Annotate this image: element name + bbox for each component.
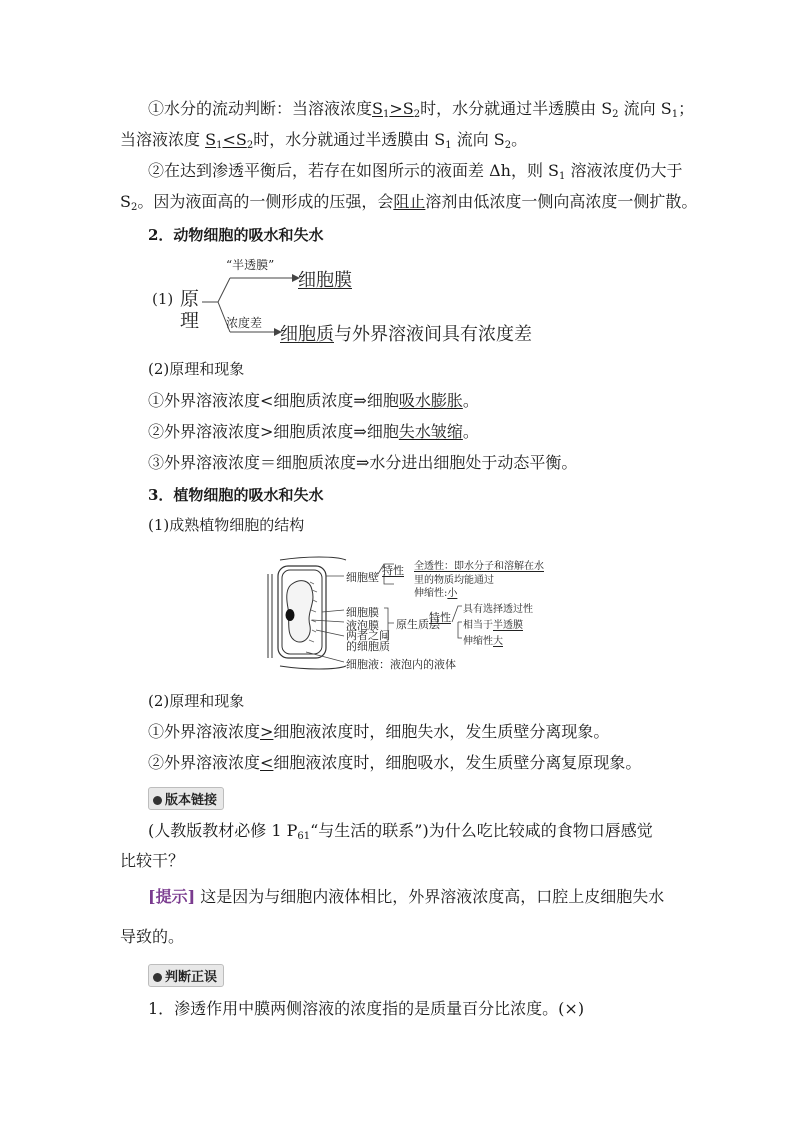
principle-char: 原 — [180, 288, 200, 310]
underlined-answer: $S_1<S_2$ — [205, 130, 254, 151]
label-cell-membrane: 细胞膜 — [346, 606, 379, 619]
para1-line2: 当溶液浓度 $S_1<S_2$时，水分就通过半透膜由 $S_1$ 流向 $S_2$。 — [120, 130, 528, 151]
principle-diagram — [150, 252, 570, 352]
label-cell-wall: 细胞壁 — [346, 571, 379, 584]
selective-permeability: 具有选择透过性 — [463, 604, 533, 615]
label-trait: 特性 — [429, 611, 451, 624]
section-title: 3．植物细胞的吸水和失水 — [148, 486, 324, 504]
plant-cell-diagram — [266, 554, 566, 674]
item-label: (1) — [152, 290, 174, 308]
animal-item-3: ③外界溶液浓度＝细胞质浓度⇒水分进出细胞处于动态平衡。 — [148, 453, 578, 472]
answer-text: 细胞质与外界溶液间具有浓度差 — [280, 324, 532, 345]
animal-item-2: ②外界溶液浓度>细胞质浓度⇒细胞失水皱缩。 — [148, 422, 479, 441]
label-cytoplasm: 两者之间 的细胞质 — [346, 629, 390, 653]
label-trait: 特性 — [382, 564, 404, 577]
hint-label: 浓度差 — [226, 316, 263, 330]
subsection-title: (1)成熟植物细胞的结构 — [148, 516, 305, 534]
plant-item-1: ①外界溶液浓度>细胞液浓度时，细胞失水，发生质壁分离现象。 — [148, 722, 610, 741]
judge-badge: 判断正误 — [148, 964, 224, 987]
underlined-answer: 阻止 — [393, 192, 426, 211]
para2-line2: $S_2$。因为液面高的一侧形成的压强，会阻止溶剂由低浓度一侧向高浓度一侧扩散。 — [120, 192, 698, 213]
badge-dot-icon — [153, 973, 162, 982]
principle-char: 理 — [180, 310, 200, 332]
judge-item-1: 1．渗透作用中膜两侧溶液的浓度指的是质量百分比浓度。(×) — [148, 999, 585, 1018]
label-cell-sap: 细胞液：液泡内的液体 — [346, 658, 456, 671]
question-line1: (人教版教材必修 1 $P_{61}“$与生活的联系”)为什么吃比较咸的食物口唇感觉 — [148, 821, 653, 842]
version-link-badge: 版本链接 — [148, 787, 224, 810]
badge-dot-icon — [153, 796, 162, 805]
hint-line2: 导致的。 — [120, 927, 185, 946]
subsection-title: (2)原理和现象 — [148, 692, 245, 710]
answer-text: 细胞膜 — [298, 270, 352, 291]
para1-line1: ①水分的流动判断：当溶液浓度$S_1>S_2$时，水分就通过半透膜由 $S_2$ 流向 $S_1$； — [148, 99, 695, 120]
label-tonoplast: 液泡膜 — [346, 619, 379, 632]
question-line2: 比较干？ — [120, 851, 185, 870]
animal-item-1: ①外界溶液浓度<细胞质浓度⇒细胞吸水膨胀。 — [148, 391, 479, 410]
text: ①水分的流动判断：当溶液浓度 — [148, 99, 373, 118]
para2-line1: ②在达到渗透平衡后，若存在如图所示的液面差 Δh，则 $S_1$ 溶液浓度仍大于 — [148, 161, 683, 182]
equivalent-semipermeable: 相当于半透膜 — [463, 620, 523, 631]
hint-tag: [提示] — [148, 887, 196, 906]
hint-line1: [提示] 这是因为与细胞内液体相比，外界溶液浓度高，口腔上皮细胞失水 — [148, 887, 665, 906]
stretch-small: 伸缩性:小 — [414, 588, 458, 599]
hint-label: “半透膜” — [226, 258, 275, 272]
subsection-title: (2)原理和现象 — [148, 360, 245, 378]
full-permeability-text: 里的物质均能通过 — [414, 575, 494, 586]
underlined-answer: $S_1>S_2$ — [372, 99, 421, 120]
plant-item-2: ②外界溶液浓度<细胞液浓度时，细胞吸水，发生质壁分离复原现象。 — [148, 753, 642, 772]
label-protoplast: 原生质层 — [396, 618, 440, 631]
full-permeability-text: 全透性：即水分子和溶解在水 — [414, 561, 544, 572]
section-title: 2．动物细胞的吸水和失水 — [148, 226, 324, 244]
stretch-large: 伸缩性大 — [463, 636, 503, 647]
